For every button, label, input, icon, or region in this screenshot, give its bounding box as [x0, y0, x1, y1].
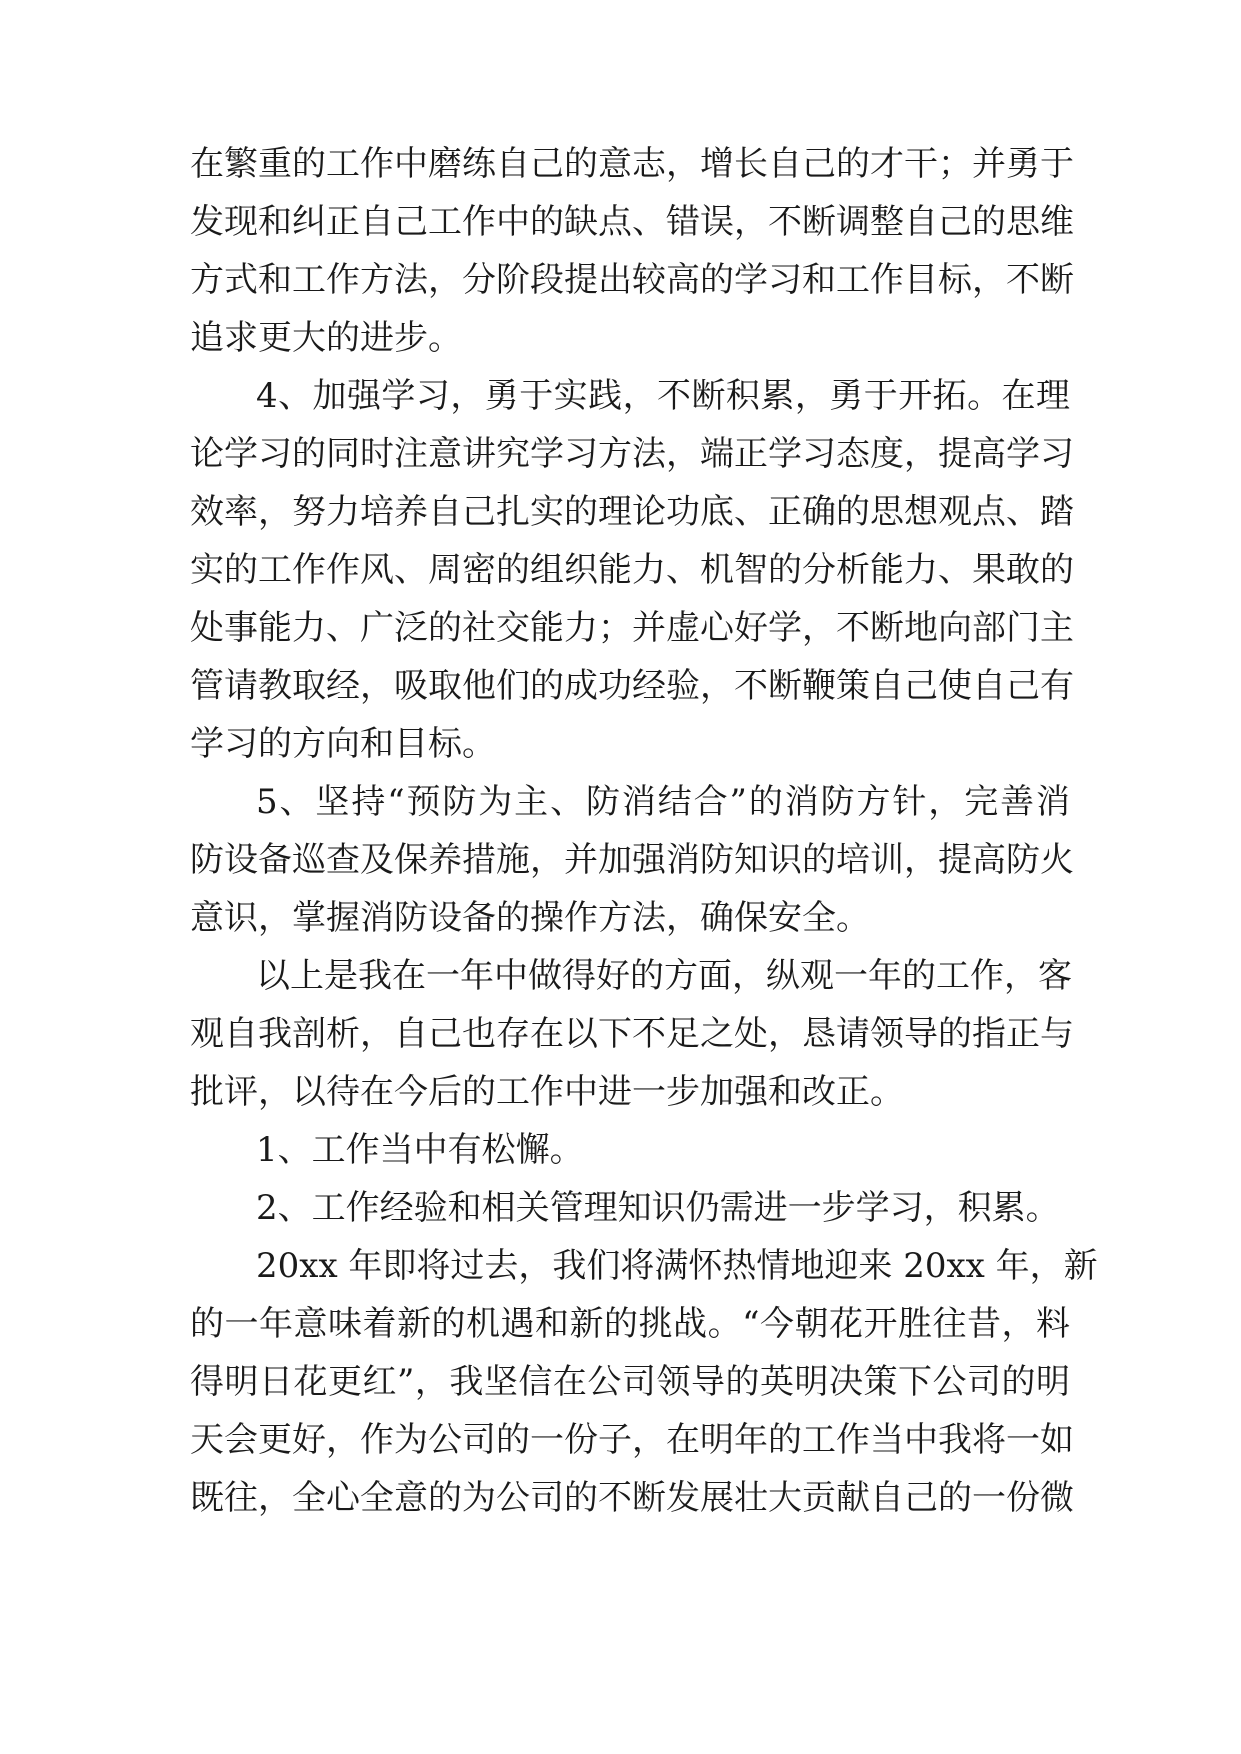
text-line: 天会更好，作为公司的一份子，在明年的工作当中我将一如 — [190, 1420, 1074, 1460]
text-line: 效率，努力培养自己扎实的理论功底、正确的思想观点、踏 — [190, 492, 1074, 532]
text-line: 管请教取经，吸取他们的成功经验，不断鞭策自己使自己有 — [190, 666, 1074, 706]
text-line: 实的工作作风、周密的组织能力、机智的分析能力、果敢的 — [190, 550, 1074, 590]
text-line: 方式和工作方法，分阶段提出较高的学习和工作目标，不断 — [190, 260, 1074, 300]
paragraph-first-line: 20xx 年即将过去，我们将满怀热情地迎来 20xx 年，新 — [256, 1246, 1098, 1286]
paragraph-first-line: 4、加强学习，勇于实践，不断积累，勇于开拓。在理 — [256, 376, 1070, 416]
text-line: 论学习的同时注意讲究学习方法，端正学习态度，提高学习 — [190, 434, 1074, 474]
paragraph-first-line: 2、工作经验和相关管理知识仍需进一步学习，积累。 — [256, 1188, 1060, 1228]
text-line: 发现和纠正自己工作中的缺点、错误，不断调整自己的思维 — [190, 202, 1074, 242]
text-line: 追求更大的进步。 — [190, 318, 462, 358]
paragraph-first-line: 5、坚持“预防为主、防消结合”的消防方针，完善消 — [256, 782, 1070, 822]
text-line: 在繁重的工作中磨练自己的意志，增长自己的才干；并勇于 — [190, 144, 1074, 184]
text-line: 处事能力、广泛的社交能力；并虚心好学，不断地向部门主 — [190, 608, 1074, 648]
text-line: 既往，全心全意的为公司的不断发展壮大贡献自己的一份微 — [190, 1478, 1074, 1518]
text-line: 批评，以待在今后的工作中进一步加强和改正。 — [190, 1072, 904, 1112]
text-line: 学习的方向和目标。 — [190, 724, 496, 764]
paragraph-first-line: 以上是我在一年中做得好的方面，纵观一年的工作，客 — [256, 956, 1072, 996]
text-line: 防设备巡查及保养措施，并加强消防知识的培训，提高防火 — [190, 840, 1074, 880]
text-line: 意识，掌握消防设备的操作方法，确保安全。 — [190, 898, 870, 938]
paragraph-first-line: 1、工作当中有松懈。 — [256, 1130, 584, 1170]
text-line: 的一年意味着新的机遇和新的挑战。“今朝花开胜往昔，料 — [190, 1304, 1070, 1344]
text-line: 观自我剖析，自己也存在以下不足之处，恳请领导的指正与 — [190, 1014, 1074, 1054]
text-line: 得明日花更红”，我坚信在公司领导的英明决策下公司的明 — [190, 1362, 1070, 1402]
